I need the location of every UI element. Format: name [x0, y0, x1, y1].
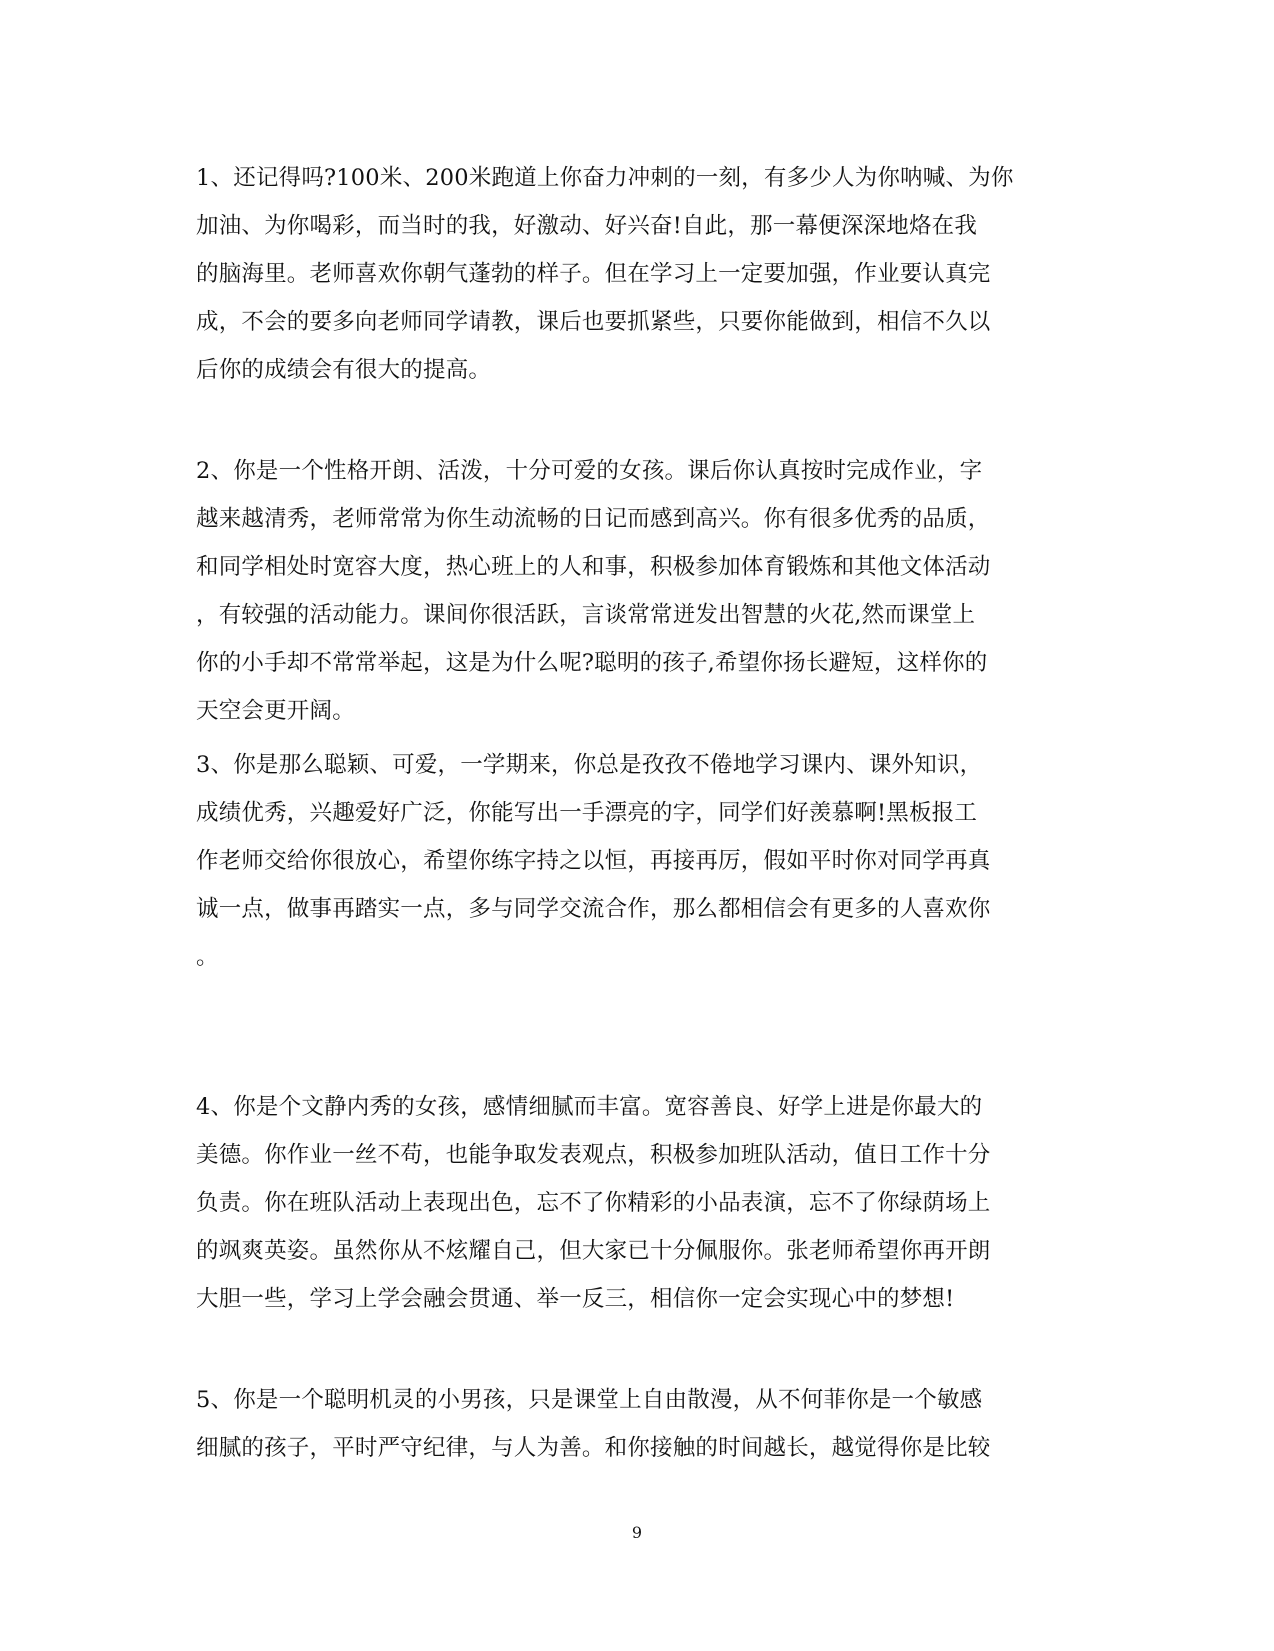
paragraph-5: [196, 1376, 1080, 1472]
text-line: 细腻的孩子，平时严守纪律，与人为善。和你接触的时间越长，越觉得你是比较: [196, 1435, 991, 1461]
text-line: 天空会更开阔。: [196, 698, 355, 724]
text-line: 你的小手却不常常举起，这是为什么呢?聪明的孩子,希望你扬长避短，这样你的: [196, 650, 988, 676]
text-line: 成绩优秀，兴趣爱好广泛，你能写出一手漂亮的字，同学们好羡慕啊!黑板报工: [196, 800, 978, 826]
text-line: 3、你是那么聪颖、可爱，一学期来，你总是孜孜不倦地学习课内、课外知识，: [196, 752, 983, 778]
text-line: 美德。你作业一丝不苟，也能争取发表观点，积极参加班队活动，值日工作十分: [196, 1142, 991, 1168]
text-line: 1、还记得吗?100米、200米跑道上你奋力冲刺的一刻，有多少人为你呐喊、为你: [196, 165, 1014, 191]
text-line: 作老师交给你很放心，希望你练字持之以恒，再接再厉，假如平时你对同学再真: [196, 848, 991, 874]
text-line: 4、你是个文静内秀的女孩，感情细腻而丰富。宽容善良、好学上进是你最大的: [196, 1094, 983, 1120]
text-line: 和同学相处时宽容大度，热心班上的人和事，积极参加体育锻炼和其他文体活动: [196, 554, 991, 580]
text-line: 越来越清秀，老师常常为你生动流畅的日记而感到高兴。你有很多优秀的品质，: [196, 506, 991, 532]
text-line: 负责。你在班队活动上表现出色，忘不了你精彩的小品表演，忘不了你绿荫场上: [196, 1190, 991, 1216]
paragraph-1: [196, 154, 1080, 394]
paragraph-2: [196, 447, 1080, 735]
text-line: 大胆一些，学习上学会融会贯通、举一反三，相信你一定会实现心中的梦想!: [196, 1286, 955, 1312]
text-line: 的飒爽英姿。虽然你从不炫耀自己，但大家已十分佩服你。张老师希望你再开朗: [196, 1238, 991, 1264]
text-line: 后你的成绩会有很大的提高。: [196, 357, 492, 383]
text-line: 的脑海里。老师喜欢你朝气蓬勃的样子。但在学习上一定要加强，作业要认真完: [196, 261, 991, 287]
text-line: 5、你是一个聪明机灵的小男孩，只是课堂上自由散漫，从不何菲你是一个敏感: [196, 1387, 983, 1413]
text-line: 成，不会的要多向老师同学请教，课后也要抓紧些，只要你能做到，相信不久以: [196, 309, 991, 335]
page-number: 9: [631, 1523, 643, 1542]
text-line: 诚一点，做事再踏实一点，多与同学交流合作，那么都相信会有更多的人喜欢你: [196, 896, 991, 922]
text-line: ，有较强的活动能力。课间你很活跃，言谈常常迸发出智慧的火花,然而课堂上: [196, 602, 976, 628]
text-line: 。: [196, 944, 219, 970]
paragraph-3: [196, 741, 1080, 981]
text-line: 加油、为你喝彩，而当时的我，好激动、好兴奋!自此，那一幕便深深地烙在我: [196, 213, 978, 239]
paragraph-4: [196, 1083, 1080, 1323]
text-line: 2、你是一个性格开朗、活泼，十分可爱的女孩。课后你认真按时完成作业，字: [196, 458, 983, 484]
